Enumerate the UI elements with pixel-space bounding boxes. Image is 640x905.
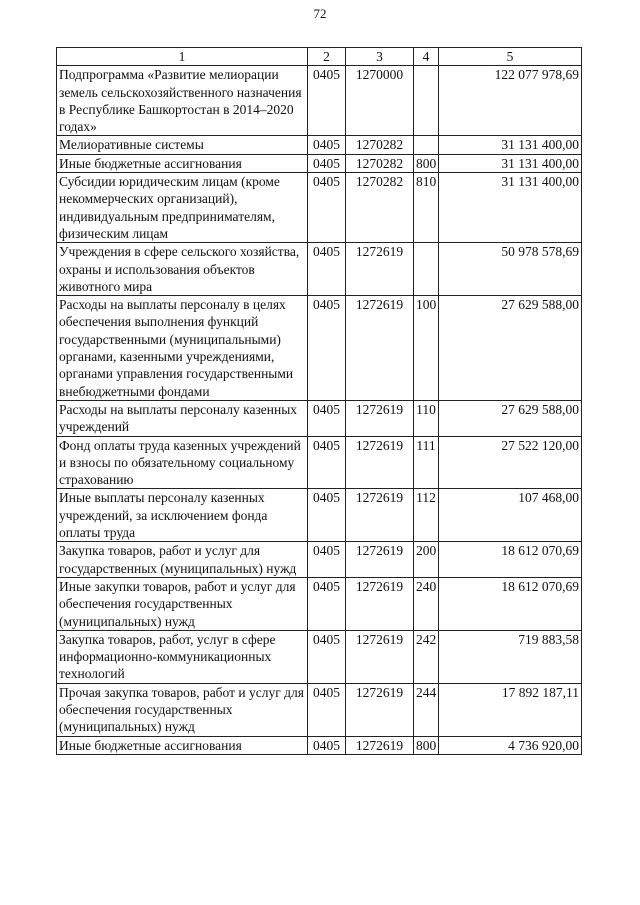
row-name: Фонд оплаты труда казенных учреждений и взносы по обязательному социальному страхованию bbox=[57, 436, 308, 489]
row-expense-type: 244 bbox=[414, 683, 439, 736]
table-row bbox=[57, 296, 582, 401]
row-amount: 107 468,00 bbox=[439, 489, 582, 542]
row-name: Закупка товаров, работ, услуг в сфере информационно-коммуникационных технологий bbox=[57, 630, 308, 683]
row-name: Закупка товаров, работ и услуг для государственных (муниципальных) нужд bbox=[57, 542, 308, 578]
row-expense-type: 200 bbox=[414, 542, 439, 578]
row-section-code: 0405 bbox=[308, 542, 346, 578]
row-amount: 50 978 578,69 bbox=[439, 243, 582, 296]
row-section-code: 0405 bbox=[308, 577, 346, 630]
row-target-code: 1272619 bbox=[346, 683, 414, 736]
row-amount: 719 883,58 bbox=[439, 630, 582, 683]
row-target-code: 1272619 bbox=[346, 243, 414, 296]
row-expense-type: 810 bbox=[414, 173, 439, 243]
row-target-code: 1272619 bbox=[346, 577, 414, 630]
row-expense-type: 100 bbox=[414, 296, 439, 401]
row-name: Мелиоративные системы bbox=[57, 136, 308, 154]
row-target-code: 1272619 bbox=[346, 436, 414, 489]
row-expense-type: 800 bbox=[414, 154, 439, 172]
table-row bbox=[57, 243, 582, 296]
row-section-code: 0405 bbox=[308, 436, 346, 489]
table-row bbox=[57, 136, 582, 154]
row-target-code: 1270282 bbox=[346, 136, 414, 154]
table-row bbox=[57, 683, 582, 736]
row-amount: 27 629 588,00 bbox=[439, 400, 582, 436]
row-target-code: 1272619 bbox=[346, 542, 414, 578]
table-header-row bbox=[57, 48, 582, 66]
table-row bbox=[57, 736, 582, 754]
column-header-5: 5 bbox=[439, 48, 582, 66]
row-amount: 18 612 070,69 bbox=[439, 577, 582, 630]
column-header-2: 2 bbox=[308, 48, 346, 66]
row-name: Иные бюджетные ассигнования bbox=[57, 736, 308, 754]
row-section-code: 0405 bbox=[308, 136, 346, 154]
row-amount: 31 131 400,00 bbox=[439, 173, 582, 243]
row-target-code: 1270282 bbox=[346, 154, 414, 172]
row-expense-type: 800 bbox=[414, 736, 439, 754]
table-row bbox=[57, 577, 582, 630]
column-header-4: 4 bbox=[414, 48, 439, 66]
row-name: Иные выплаты персоналу казенных учреждений, за исключением фонда оплаты труда bbox=[57, 489, 308, 542]
row-section-code: 0405 bbox=[308, 736, 346, 754]
row-expense-type: 112 bbox=[414, 489, 439, 542]
row-amount: 122 077 978,69 bbox=[439, 66, 582, 136]
row-section-code: 0405 bbox=[308, 400, 346, 436]
row-amount: 17 892 187,11 bbox=[439, 683, 582, 736]
row-expense-type bbox=[414, 66, 439, 136]
column-header-1: 1 bbox=[57, 48, 308, 66]
row-section-code: 0405 bbox=[308, 173, 346, 243]
table-row bbox=[57, 66, 582, 136]
table-row bbox=[57, 436, 582, 489]
row-section-code: 0405 bbox=[308, 66, 346, 136]
row-amount: 27 629 588,00 bbox=[439, 296, 582, 401]
page-number: 72 bbox=[313, 6, 327, 21]
row-target-code: 1272619 bbox=[346, 736, 414, 754]
row-name: Подпрограмма «Развитие мелиорации земель сельскохозяйственного назначения в Республике Башкортостан в 2014–2020 годах» bbox=[57, 66, 308, 136]
row-expense-type: 240 bbox=[414, 577, 439, 630]
row-expense-type: 242 bbox=[414, 630, 439, 683]
table-row bbox=[57, 630, 582, 683]
row-target-code: 1270282 bbox=[346, 173, 414, 243]
row-expense-type: 110 bbox=[414, 400, 439, 436]
row-amount: 31 131 400,00 bbox=[439, 136, 582, 154]
table-row bbox=[57, 489, 582, 542]
row-target-code: 1272619 bbox=[346, 296, 414, 401]
row-target-code: 1270000 bbox=[346, 66, 414, 136]
row-amount: 31 131 400,00 bbox=[439, 154, 582, 172]
table-row bbox=[57, 173, 582, 243]
table-row bbox=[57, 542, 582, 578]
column-header-3: 3 bbox=[346, 48, 414, 66]
row-section-code: 0405 bbox=[308, 489, 346, 542]
row-name: Расходы на выплаты персоналу в целях обеспечения выполнения функций государственными (муниципальными) органами, казенными учреждениями, органами управления государственными внебюджетными фондами bbox=[57, 296, 308, 401]
row-expense-type: 111 bbox=[414, 436, 439, 489]
row-section-code: 0405 bbox=[308, 154, 346, 172]
row-amount: 27 522 120,00 bbox=[439, 436, 582, 489]
table-row bbox=[57, 154, 582, 172]
row-name: Расходы на выплаты персоналу казенных учреждений bbox=[57, 400, 308, 436]
table-row bbox=[57, 400, 582, 436]
row-name: Учреждения в сфере сельского хозяйства, охраны и использования объектов животного мира bbox=[57, 243, 308, 296]
row-section-code: 0405 bbox=[308, 630, 346, 683]
row-section-code: 0405 bbox=[308, 243, 346, 296]
row-name: Иные бюджетные ассигнования bbox=[57, 154, 308, 172]
row-section-code: 0405 bbox=[308, 296, 346, 401]
row-target-code: 1272619 bbox=[346, 489, 414, 542]
row-amount: 4 736 920,00 bbox=[439, 736, 582, 754]
budget-table bbox=[56, 47, 582, 755]
row-name: Иные закупки товаров, работ и услуг для обеспечения государственных (муниципальных) нужд bbox=[57, 577, 308, 630]
row-expense-type bbox=[414, 136, 439, 154]
row-amount: 18 612 070,69 bbox=[439, 542, 582, 578]
row-name: Субсидии юридическим лицам (кроме некоммерческих организаций), индивидуальным предпринимателям, физическим лицам bbox=[57, 173, 308, 243]
row-section-code: 0405 bbox=[308, 683, 346, 736]
row-name: Прочая закупка товаров, работ и услуг для обеспечения государственных (муниципальных) нужд bbox=[57, 683, 308, 736]
row-target-code: 1272619 bbox=[346, 400, 414, 436]
row-target-code: 1272619 bbox=[346, 630, 414, 683]
row-expense-type bbox=[414, 243, 439, 296]
